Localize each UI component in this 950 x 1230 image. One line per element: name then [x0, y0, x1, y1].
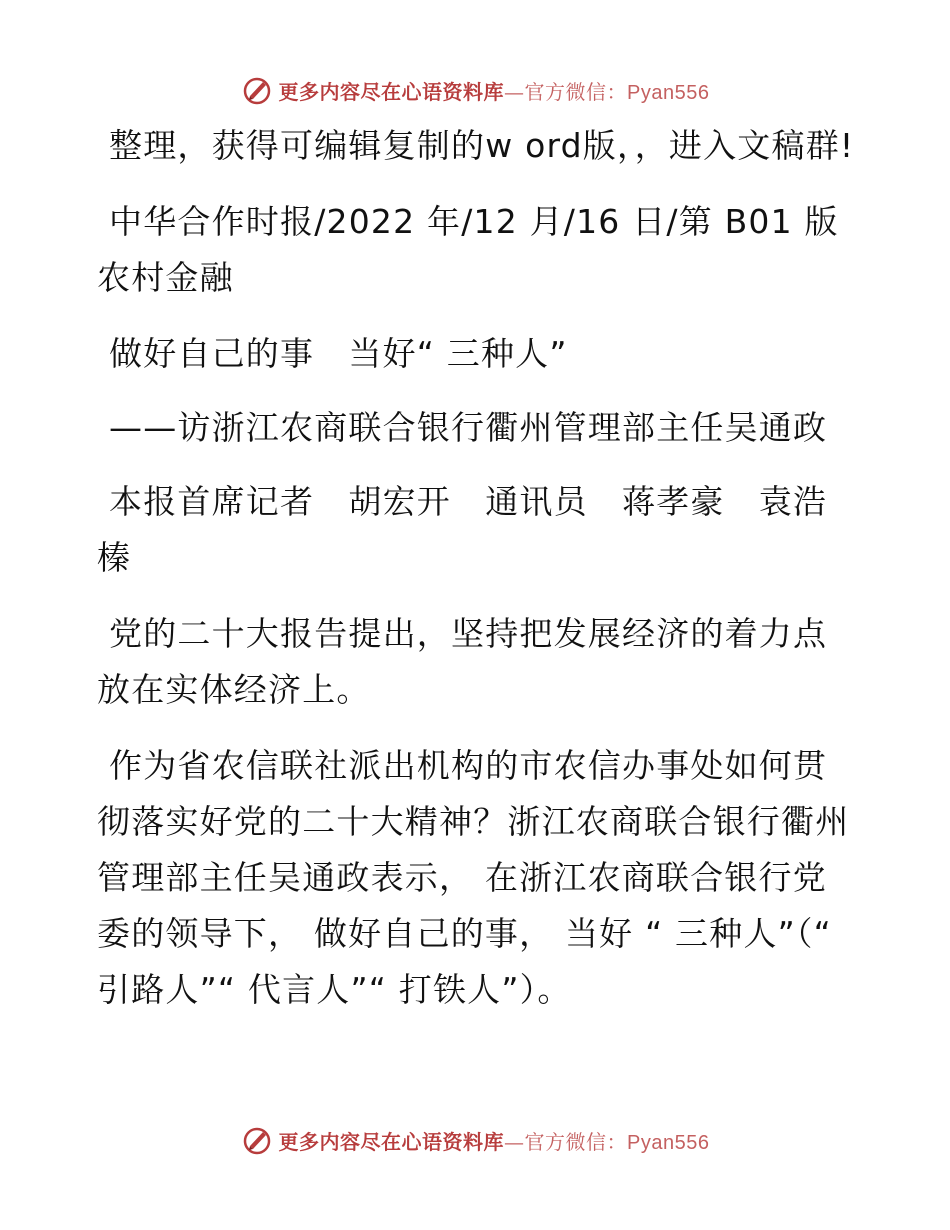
byline: 本报首席记者 胡宏开 通讯员 蒋孝豪 袁浩榛: [97, 482, 828, 577]
header-watermark: [0, 70, 950, 110]
watermark-text: [279, 76, 710, 105]
footer-watermark: [0, 1120, 950, 1160]
watermark-main: 更多内容尽在心语资料库: [278, 1129, 505, 1154]
watermark-dash: —: [504, 1129, 525, 1154]
document-body: [97, 118, 857, 1038]
watermark-text: [279, 1126, 710, 1155]
paragraph-intro: 整理，获得可编辑复制的w ord版，，进入文稿群!: [109, 126, 855, 165]
pen-logo-icon: [241, 74, 273, 106]
watermark-id: Pyan556: [627, 1131, 710, 1154]
paragraph-body: 作为省农信联社派出机构的市农信办事处如何贯彻落实好党的二十大精神？浙江农商联合银行衢州管理部主任吴通政表示， 在浙江农商联合银行党委的领导下， 做好自己的事， 当好 “ 三种人”（“ 引路人”“ 代言人”“ 打铁人”）。: [97, 746, 850, 1009]
watermark-label: 官方微信：: [524, 1129, 628, 1154]
watermark-label: 官方微信：: [524, 79, 628, 104]
article-title: 做好自己的事 当好“ 三种人”: [109, 334, 568, 373]
watermark-id: Pyan556: [627, 81, 710, 104]
pen-logo-icon: [241, 1124, 273, 1156]
paragraph-lead: 党的二十大报告提出，坚持把发展经济的着力点放在实体经济上。: [97, 614, 828, 709]
watermark-main: 更多内容尽在心语资料库: [278, 79, 505, 104]
paragraph-source: 中华合作时报/2022 年/12 月/16 日/第 B01 版农村金融: [97, 202, 839, 297]
article-subtitle: ——访浙江农商联合银行衢州管理部主任吴通政: [109, 408, 828, 447]
watermark-dash: —: [504, 79, 525, 104]
